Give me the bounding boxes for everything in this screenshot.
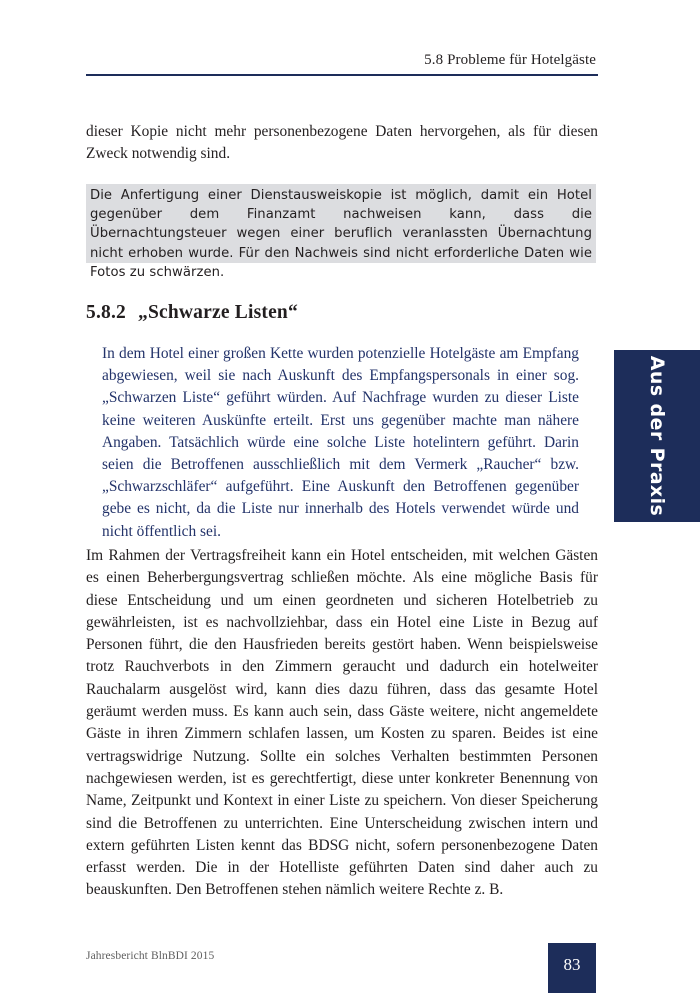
summary-text: Die Anfertigung einer Dienstausweiskopie ist möglich, damit ein Hotel gegenüber dem Finanzamt nachweisen kann, dass die Übernachtungsteuer wegen einer beruflich veranlassten Übernachtung nicht erhoben wurde. Für den Nachweis sind nicht erforderliche Daten wie Fotos zu schwärzen. xyxy=(90,188,592,280)
intro-paragraph: dieser Kopie nicht mehr personenbezogene Daten hervorgehen, als für diesen Zweck notwendig sind. xyxy=(86,123,598,163)
case-description: In dem Hotel einer großen Kette wurden potenzielle Hotelgäste am Empfang abgewiesen, weil sie nach Auskunft des Empfangspersonals in einer sog. „Schwarzen Liste“ geführt würden. Auf Nachfrage wurden zu dieser Liste keine weiteren Auskünfte erteilt. Erst uns gegenüber machte man nähere Angaben. Tatsächlich würde eine solche Liste hotelintern geführt. Darin seien die Betroffenen ausschließlich mit dem Vermerk „Raucher“ bzw. „Schwarzschläfer“ aufgeführt. Eine Auskunft den Betroffenen gegenüber gebe es nicht, da die Liste nur innerhalb des Hotels verwendet würde und nicht öffentlich sei. xyxy=(102,345,579,540)
side-tab-label: Aus der Praxis xyxy=(646,355,669,517)
section-title: „Schwarze Listen“ xyxy=(138,302,298,323)
body-paragraph: Im Rahmen der Vertragsfreiheit kann ein Hotel entscheiden, mit welchen Gästen es einen Beherbergungsvertrag schließen möchte. Als eine mögliche Basis für diese Entscheidung und um einen geordneten und sicheren Hotelbetrieb zu gewährleisten, ist es nachvollziehbar, dass ein Hotel eine Liste in Bezug auf Personen führt, die den Hausfrieden bereits gestört haben. Wenn beispielsweise trotz Rauchverbots in den Zimmern geraucht und dadurch ein hotelweiter Rauchalarm ausgelöst wird, kann dies dazu führen, dass das gesamte Hotel geräumt werden muss. Es kann auch sein, dass Gäste weitere, nicht angemeldete Gäste in ihren Zimmern schlafen lassen, um Kosten zu sparen. Beides ist eine vertragswidrige Nutzung. Sollte ein solches Verhalten bestimmten Personen nachgewiesen werden, ist es gerechtfertigt, diese unter konkreter Benennung von Name, Zeitpunkt und Kontext in einer Liste zu speichern. Von dieser Speicherung sind die Betroffenen zu unterrichten. Eine Unterscheidung zwischen intern und extern geführten Listen kennt das BDSG nicht, sofern personenbezogene Daten erfasst werden. Die in der Hotelliste geführten Daten sind daher auch zu beauskunften. Den Betroffenen stehen nämlich weitere Rechte z. B. xyxy=(86,547,598,899)
running-header: 5.8 Probleme für Hotelgäste xyxy=(424,52,596,68)
page-number: 83 xyxy=(548,943,596,993)
side-tab xyxy=(614,350,700,522)
summary-box xyxy=(86,184,596,280)
section-heading xyxy=(86,302,298,324)
footer-publication: Jahresbericht BlnBDI 2015 xyxy=(86,950,215,962)
header-rule xyxy=(86,74,598,76)
section-number: 5.8.2 xyxy=(86,302,126,323)
